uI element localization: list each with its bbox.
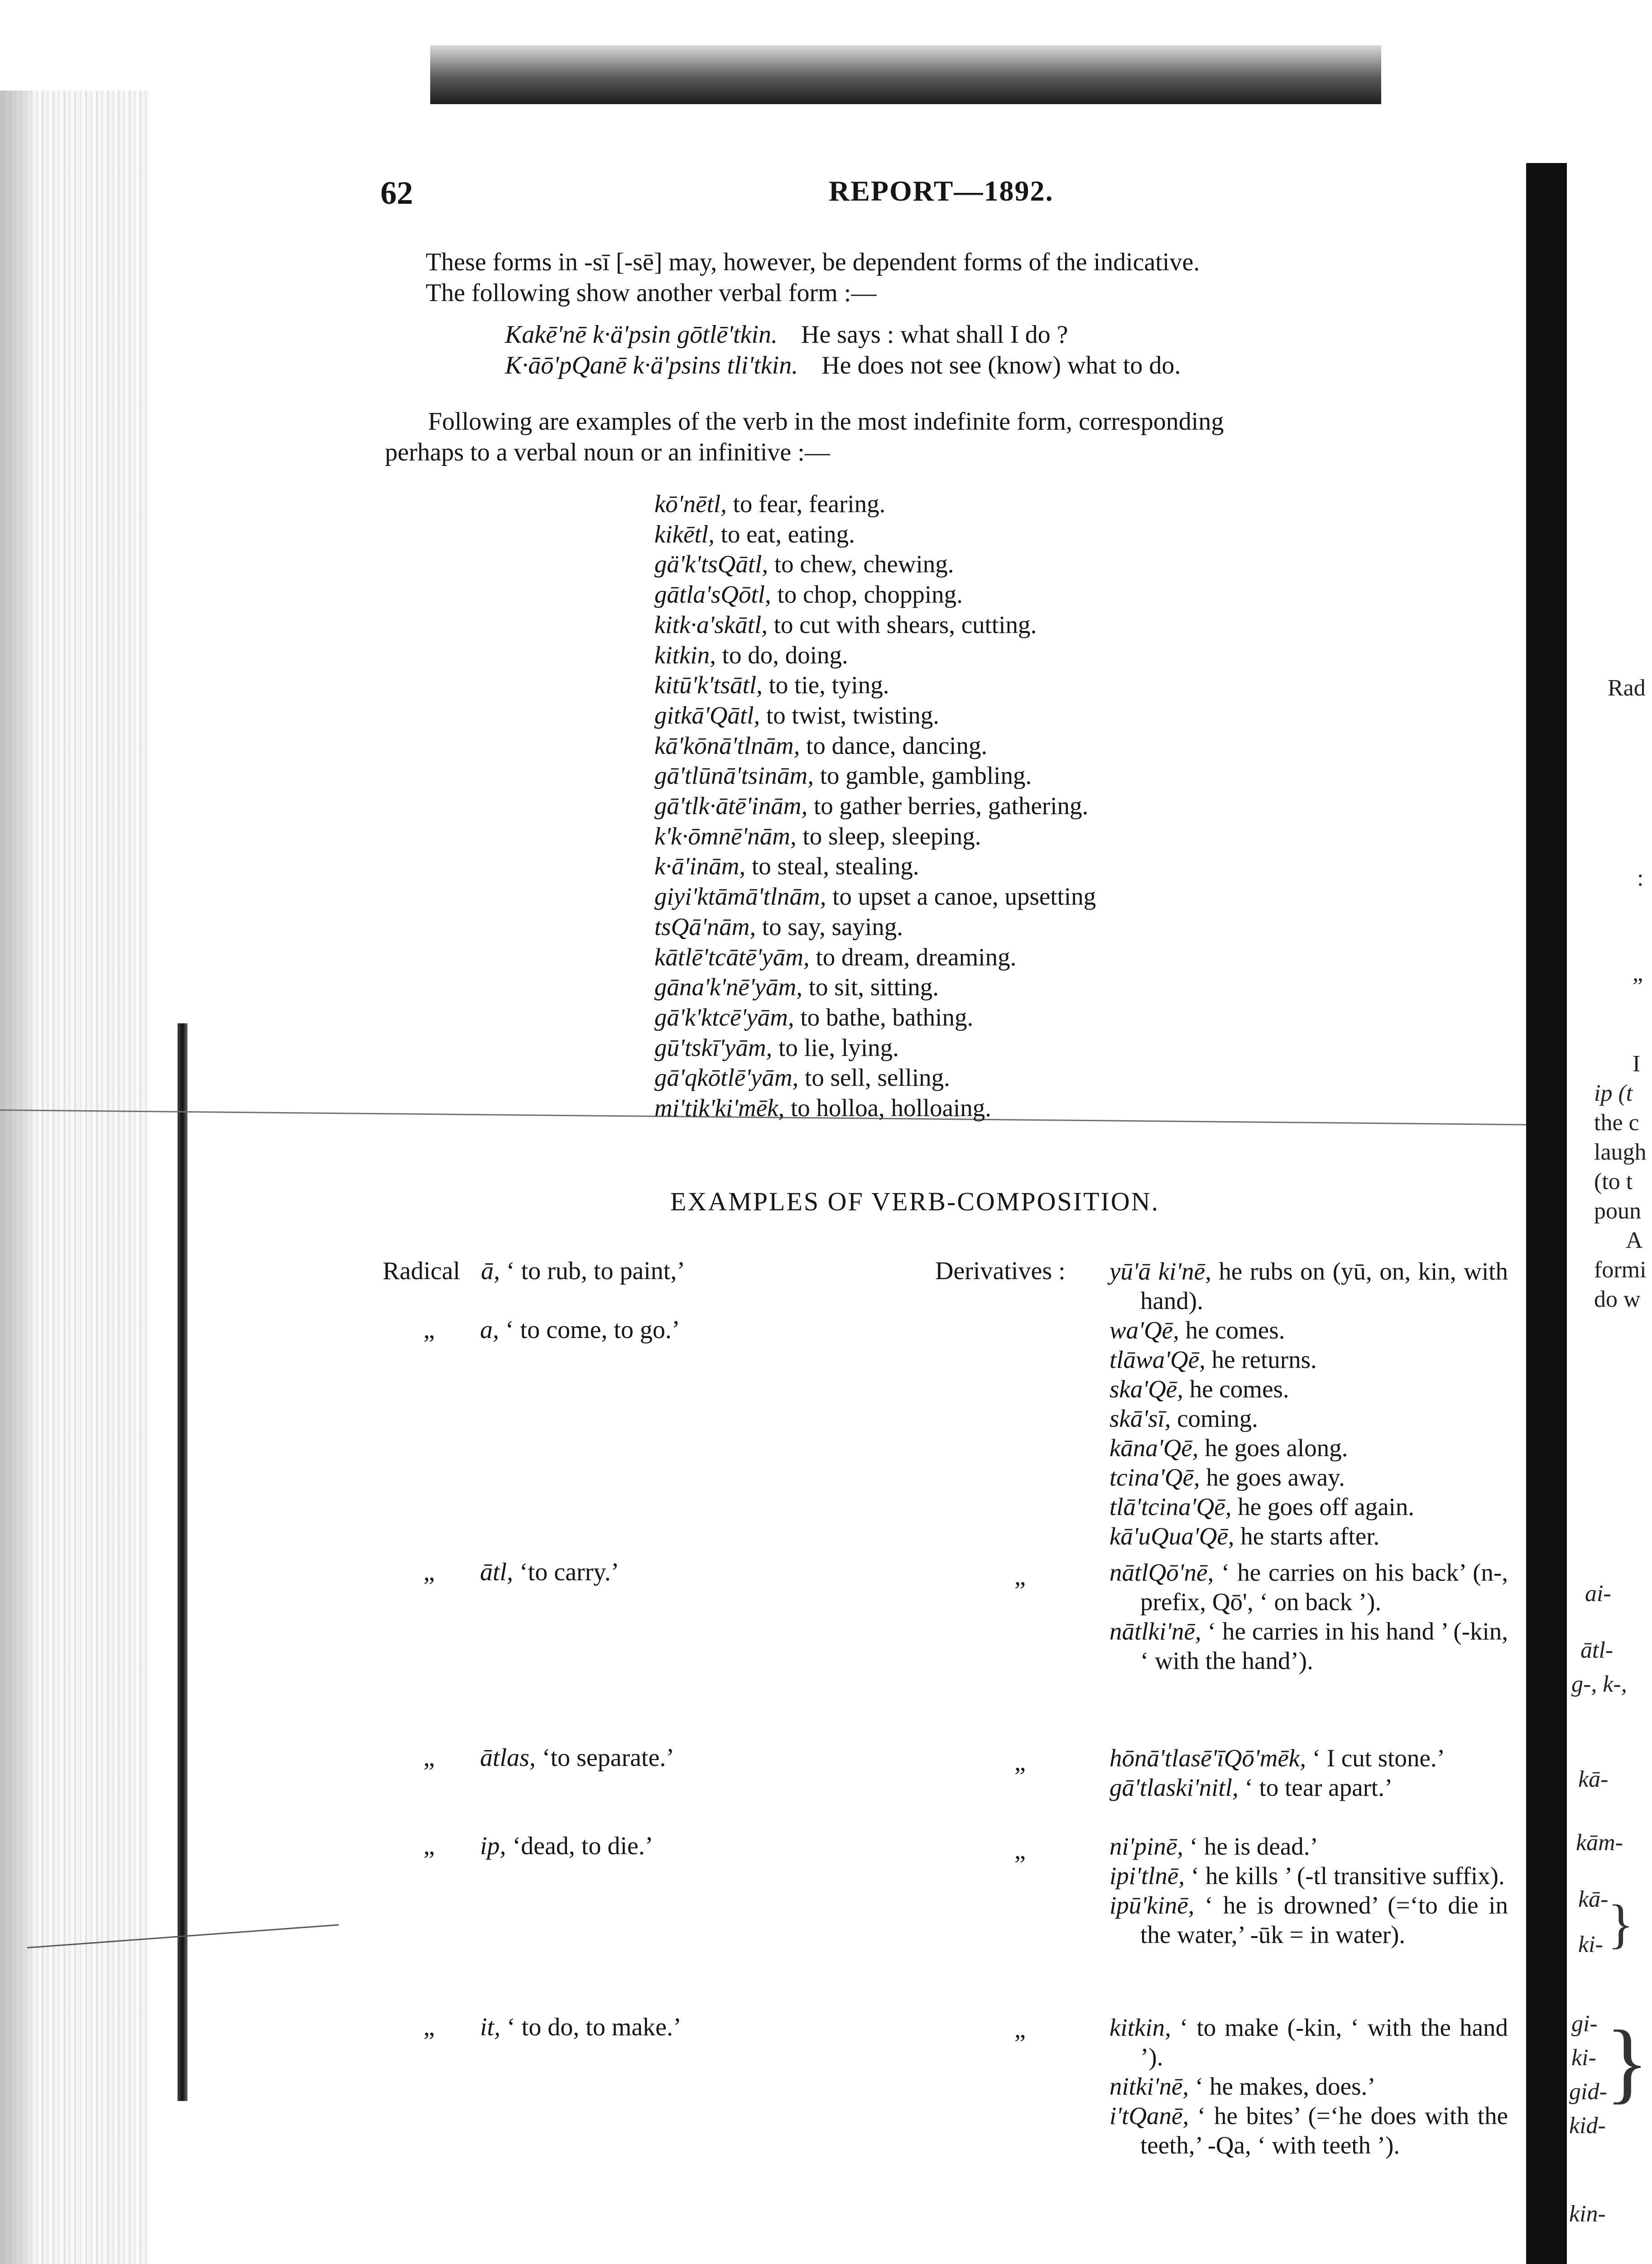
margin-fragment: do w <box>1594 1286 1641 1312</box>
list-item: ska'Qē, he comes. <box>1109 1375 1289 1403</box>
list-item: ipū'kinē, ‘ he is drowned’ (=‘to die in the water,’ -ūk = in water). <box>1109 1891 1508 1948</box>
list-item: kitk·a'skātl, to cut with shears, cutting. <box>654 610 1037 638</box>
list-item: yū'ā ki'nē, he rubs on (yū, on, kin, with hand). <box>1109 1257 1508 1314</box>
margin-fragment: the c <box>1594 1110 1639 1136</box>
radical-label: Radical <box>383 1257 461 1285</box>
radical-root: ā, <box>481 1257 500 1285</box>
example-gloss: He does not see (know) what to do. <box>821 351 1181 379</box>
list-item: skā'sī, coming. <box>1109 1405 1258 1432</box>
margin-fragment: kid- <box>1569 2113 1606 2139</box>
list-item: giyi'ktāmā'tlnām, to upset a canoe, upsetting <box>654 883 1096 911</box>
brace-mark: } <box>1608 1894 1634 1954</box>
list-item: k·ā'inām, to steal, stealing. <box>654 852 919 880</box>
list-item: gāna'k'nē'yām, to sit, sitting. <box>654 973 939 1001</box>
list-item: i'tQanē, ‘ he bites’ (=‘he does with the teeth,’ -Qa, ‘ with teeth ’). <box>1109 2102 1508 2159</box>
margin-fragment: ki- <box>1571 2045 1596 2071</box>
radical-meaning: ‘ to come, to go.’ <box>499 1316 680 1344</box>
page-number: 62 <box>380 175 413 211</box>
list-item: kitkin, ‘ to make (-kin, ‘ with the hand ’). <box>1109 2014 1508 2071</box>
derivative-group <box>1109 1558 1508 1675</box>
radical-root: ātlas, <box>480 1744 536 1772</box>
list-item: tcina'Qē, he goes away. <box>1109 1463 1345 1491</box>
list-item: mi'tik'ki'mēk, to holloa, holloaing. <box>654 1094 992 1122</box>
list-item: tlā'tcina'Qē, he goes off again. <box>1109 1493 1415 1521</box>
margin-fragment: kā- <box>1578 1766 1609 1792</box>
margin-fragment: ki- <box>1578 1932 1603 1957</box>
margin-fragment: I <box>1633 1051 1641 1077</box>
verb-list <box>654 489 1096 1123</box>
radical-row <box>480 2013 682 2042</box>
ditto-mark: „ <box>423 2013 435 2041</box>
example-sentence <box>505 320 1068 349</box>
radical-row <box>480 1743 674 1772</box>
radical-row <box>480 1558 619 1587</box>
radical-row <box>383 1257 685 1285</box>
margin-fragment: formi <box>1594 1257 1647 1283</box>
derivatives-label: Derivatives : <box>935 1257 1066 1285</box>
derivative-group <box>1109 1832 1508 1949</box>
ditto-mark: „ <box>423 1744 435 1772</box>
radical-root: it, <box>480 2013 501 2041</box>
margin-fragment: „ <box>1633 960 1643 986</box>
margin-fragment: A <box>1626 1228 1643 1253</box>
example-native: K·āō'pQanē k·ä'psins tli'tkin. <box>505 351 798 379</box>
list-item: kāna'Qē, he goes along. <box>1109 1434 1348 1462</box>
list-item: kitkin, to do, doing. <box>654 641 848 669</box>
derivative-group <box>1109 1315 1508 1551</box>
list-item: ipi'tlnē, ‘ he kills ’ (-tl transitive suffix). <box>1109 1862 1505 1890</box>
margin-fragment: ip (t <box>1594 1080 1633 1106</box>
margin-fragment: gid- <box>1569 2079 1607 2105</box>
list-item: gātla'sQōtl, to chop, chopping. <box>654 580 963 609</box>
list-item: gitkā'Qātl, to twist, twisting. <box>654 701 940 729</box>
ditto-mark: „ <box>1014 1748 1026 1776</box>
ditto-mark: „ <box>423 1558 435 1586</box>
radical-meaning: ‘ to rub, to paint,’ <box>500 1257 686 1285</box>
margin-fragment: gi- <box>1571 2011 1598 2037</box>
list-item: nātlQō'nē, ‘ he carries on his back’ (n-, prefix, Qō', ‘ on back ’). <box>1109 1559 1508 1616</box>
list-item: k'k·ōmnē'nām, to sleep, sleeping. <box>654 822 981 850</box>
section-heading: EXAMPLES OF VERB-COMPOSITION. <box>670 1187 1160 1216</box>
intro-line-2: The following show another verbal form :— <box>426 279 877 307</box>
list-item: tlāwa'Qē, he returns. <box>1109 1346 1317 1373</box>
margin-fragment: ai- <box>1585 1581 1611 1607</box>
page-edge-shadow <box>1526 163 1567 2264</box>
scan-left-shadow <box>0 91 32 2264</box>
radical-root: a, <box>480 1316 499 1344</box>
list-item: gā'tlaski'nitl, ‘ to tear apart.’ <box>1109 1774 1393 1801</box>
margin-fragment: Rad <box>1608 675 1646 701</box>
derivative-group <box>1109 1257 1508 1315</box>
list-item: gā'tlk·ātē'inām, to gather berries, gathering. <box>654 792 1089 820</box>
list-item: hōnā'tlasē'īQō'mēk, ‘ I cut stone.’ <box>1109 1744 1445 1772</box>
radical-meaning: ‘to carry.’ <box>513 1558 620 1586</box>
list-item: ni'pinē, ‘ he is dead.’ <box>1109 1832 1318 1860</box>
list-item: gā'qkōtlē'yām, to sell, selling. <box>654 1064 950 1092</box>
list-item: kātlē'tcātē'yām, to dream, dreaming. <box>654 943 1017 971</box>
running-title: REPORT—1892. <box>829 175 1054 207</box>
list-item: nitki'nē, ‘ he makes, does.’ <box>1109 2072 1376 2100</box>
ditto-mark: „ <box>1014 1563 1026 1591</box>
list-item: gā'k'ktcē'yām, to bathe, bathing. <box>654 1003 974 1031</box>
radical-row <box>480 1832 653 1861</box>
example-native: Kakē'nē k·ä'psin gōtlē'tkin. <box>505 321 778 349</box>
margin-fragment: kin- <box>1569 2201 1606 2227</box>
derivative-group <box>1109 2013 1508 2160</box>
radical-root: ātl, <box>480 1558 514 1586</box>
list-item: kikētl, to eat, eating. <box>654 520 855 548</box>
margin-fragment: kā- <box>1578 1886 1609 1912</box>
list-item: tsQā'nām, to say, saying. <box>654 912 903 940</box>
radical-meaning: ‘dead, to die.’ <box>506 1832 653 1860</box>
para2-line-1: Following are examples of the verb in the most indefinite form, corresponding <box>428 408 1224 436</box>
ditto-mark: „ <box>423 1832 435 1860</box>
radical-row <box>480 1315 680 1344</box>
example-gloss: He says : what shall I do ? <box>801 321 1068 349</box>
radical-meaning: ‘to separate.’ <box>535 1744 675 1772</box>
list-item: kā'uQua'Qē, he starts after. <box>1109 1522 1380 1550</box>
margin-fragment: poun <box>1594 1198 1641 1224</box>
margin-fragment: ātl- <box>1580 1637 1614 1663</box>
ditto-mark: „ <box>1014 1837 1026 1865</box>
brace-mark: } <box>1605 2012 1649 2112</box>
book-spine <box>178 1023 187 2101</box>
margin-fragment: kām- <box>1576 1830 1623 1856</box>
margin-fragment: : <box>1637 865 1644 891</box>
margin-fragment: laugh <box>1594 1139 1647 1165</box>
ditto-mark: „ <box>1014 2015 1026 2043</box>
list-item: kā'kōnā'tlnām, to dance, dancing. <box>654 731 988 759</box>
list-item: kitū'k'tsātl, to tie, tying. <box>654 671 889 699</box>
example-sentence <box>505 351 1181 380</box>
scan-top-strip <box>430 45 1381 104</box>
margin-fragment: (to t <box>1594 1169 1633 1194</box>
list-item: wa'Qē, he comes. <box>1109 1316 1285 1344</box>
derivative-group <box>1109 1743 1508 1802</box>
intro-line-1: These forms in -sī [-sē] may, however, be dependent forms of the indicative. <box>426 248 1200 276</box>
list-item: gū'tskī'yām, to lie, lying. <box>654 1033 899 1061</box>
radical-meaning: ‘ to do, to make.’ <box>500 2013 682 2041</box>
ditto-mark: „ <box>423 1316 435 1344</box>
radical-root: ip, <box>480 1832 506 1860</box>
margin-fragment: g-, k-, <box>1571 1671 1627 1697</box>
para2-line-2: perhaps to a verbal noun or an infinitive :— <box>385 438 830 466</box>
list-item: gā'tlūnā'tsinām, to gamble, gambling. <box>654 762 1032 790</box>
list-item: gä'k'tsQātl, to chew, chewing. <box>654 550 954 578</box>
list-item: kō'nētl, to fear, fearing. <box>654 490 886 518</box>
list-item: nātlki'nē, ‘ he carries in his hand ’ (-kin, ‘ with the hand’). <box>1109 1617 1508 1674</box>
